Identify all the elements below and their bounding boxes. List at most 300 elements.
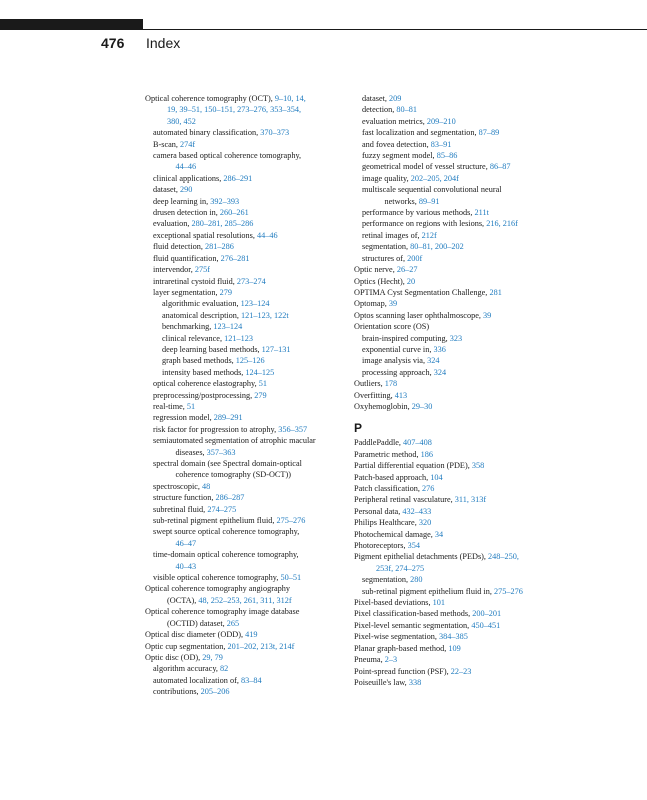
index-entry <box>153 515 345 526</box>
page-reference-link[interactable]: 286–291 <box>223 173 253 183</box>
index-entry <box>153 401 345 412</box>
index-entry <box>354 643 564 654</box>
page-reference-link[interactable]: 273–274 <box>236 276 266 286</box>
index-term: drusen detection in, <box>153 208 220 218</box>
index-term: image quality, <box>362 173 411 183</box>
page-reference-link[interactable]: 20 <box>406 276 416 286</box>
section-letter: P <box>354 421 363 436</box>
page-reference-link[interactable]: 29–30 <box>411 401 433 411</box>
index-entry <box>153 526 345 537</box>
index-entry <box>156 618 345 629</box>
index-term: Pneuma, <box>354 655 385 665</box>
index-entry <box>153 378 345 389</box>
index-entry <box>153 253 345 264</box>
page-reference-link[interactable]: 89–91 <box>418 196 440 206</box>
index-term: subretinal fluid, <box>153 504 208 514</box>
index-entry <box>362 218 564 229</box>
index-term: visible optical coherence tomography, <box>153 573 281 583</box>
index-term: Partial differential equation (PDE), <box>354 461 472 471</box>
index-entry <box>354 494 564 505</box>
index-term: Patch-based approach, <box>354 472 431 482</box>
page-reference-link[interactable]: 212f <box>421 230 437 240</box>
page-reference-link[interactable]: 248–250, <box>488 552 519 562</box>
index-term: image analysis via, <box>362 356 428 366</box>
index-term: Pixel classification-based methods, <box>354 609 473 619</box>
page-reference-link[interactable]: 419 <box>245 630 258 640</box>
page-reference-link[interactable]: 104 <box>430 472 443 482</box>
page-reference-link[interactable]: 124–125 <box>245 367 275 377</box>
index-term: algorithmic evaluation, <box>162 299 241 309</box>
index-entry <box>362 127 564 138</box>
page-reference-link[interactable]: 324 <box>433 367 447 377</box>
index-term: deep learning in, <box>153 196 211 206</box>
index-term: brain-inspired computing, <box>362 333 450 343</box>
index-term: Photochemical damage, <box>354 529 435 539</box>
index-entry <box>354 608 564 619</box>
index-term: dataset, <box>153 185 181 195</box>
index-entry <box>153 127 345 138</box>
index-term: preprocessing/postprocessing, <box>153 390 255 400</box>
index-entry <box>153 435 345 446</box>
page-reference-link[interactable]: 279 <box>219 287 233 297</box>
index-entry <box>145 606 345 617</box>
page-reference-link[interactable]: 82 <box>220 664 229 674</box>
index-entry <box>153 139 345 150</box>
index-entry <box>354 540 564 551</box>
index-term: spectral domain (see Spectral domain-optical <box>153 459 302 468</box>
index-entry <box>153 287 345 298</box>
page-reference-link[interactable]: 216, 216f <box>486 219 518 229</box>
index-term: exponential curve in, <box>362 344 434 354</box>
index-entry <box>354 437 564 448</box>
index-entry <box>354 276 564 287</box>
page-reference-link[interactable]: 323 <box>449 333 463 343</box>
index-entry <box>362 253 564 264</box>
page-reference-link[interactable]: 205–206 <box>200 687 230 697</box>
index-term: coherence tomography (SD-OCT)) <box>175 470 291 480</box>
page-reference-link[interactable]: 50–51 <box>280 573 302 583</box>
index-entry <box>354 551 564 562</box>
index-entry <box>362 586 564 597</box>
page-reference-link[interactable]: 274f <box>180 139 196 149</box>
index-term: sub-retinal pigment epithelium fluid in, <box>362 586 494 596</box>
page-reference-link[interactable]: 289–291 <box>213 413 243 423</box>
index-entry <box>153 504 345 515</box>
index-term: Optic disc (OD), <box>145 652 203 662</box>
page-reference-link[interactable]: 290 <box>180 185 193 195</box>
index-entry <box>156 116 345 127</box>
index-entry <box>153 218 345 229</box>
index-entry <box>354 321 564 332</box>
index-term: detection, <box>362 105 397 115</box>
index-term: intraretinal cystoid fluid, <box>153 276 237 286</box>
index-entry <box>354 472 564 483</box>
page-reference-link[interactable]: 276–281 <box>220 253 250 263</box>
index-column-left <box>145 93 345 698</box>
page-reference-link[interactable]: 26–27 <box>396 265 418 275</box>
index-term: anatomical description, <box>162 310 242 320</box>
index-entry <box>153 230 345 241</box>
page-reference-link[interactable]: 392–393 <box>210 196 240 206</box>
index-entry <box>362 93 564 104</box>
page-reference-link[interactable]: 413 <box>394 390 408 400</box>
running-head: Index <box>146 35 181 51</box>
page-reference-link[interactable]: 358 <box>471 461 485 471</box>
page-reference-link[interactable]: 275–276 <box>493 586 523 596</box>
page-reference-link[interactable]: 274–275 <box>207 504 237 514</box>
index-term: OPTIMA Cyst Segmentation Challenge, <box>354 287 490 297</box>
index-term: Optos scanning laser ophthalmoscope, <box>354 310 483 320</box>
index-entry <box>354 264 564 275</box>
index-term: clinical applications, <box>153 173 224 183</box>
index-entry <box>362 207 564 218</box>
page-reference-link[interactable]: 200–201 <box>472 609 502 619</box>
index-entry <box>156 104 345 115</box>
page-reference-link[interactable]: 200f <box>407 253 423 263</box>
index-term: sub-retinal pigment epithelium fluid, <box>153 516 277 526</box>
page-reference-link[interactable]: 276 <box>422 484 435 493</box>
index-entry <box>354 529 564 540</box>
index-entry <box>165 469 346 480</box>
index-term: structure function, <box>153 493 216 503</box>
index-term: Pixel-based deviations, <box>354 598 433 608</box>
index-term: PaddlePaddle, <box>354 438 404 448</box>
index-term: graph based methods, <box>162 356 236 366</box>
page-reference-link[interactable]: 354 <box>407 541 420 551</box>
page-reference-link[interactable]: 46–47 <box>175 538 197 548</box>
index-entry <box>362 344 564 355</box>
index-term: fluid detection, <box>153 242 206 252</box>
index-term: swept source optical coherence tomography, <box>153 527 300 537</box>
index-entry <box>354 597 564 608</box>
index-entry <box>153 264 345 275</box>
index-term: Photoreceptors, <box>354 541 408 551</box>
index-entry <box>362 139 564 150</box>
index-term: Planar graph-based method, <box>354 643 449 653</box>
page-reference-link[interactable]: 48, 252–253, 261, 311, 312f <box>198 595 292 605</box>
index-term: structures of, <box>362 253 408 263</box>
index-entry <box>354 506 564 517</box>
index-term: Personal data, <box>354 506 403 516</box>
header-rule <box>0 29 647 30</box>
page-reference-link[interactable]: 86–87 <box>489 162 511 172</box>
page-reference-link[interactable]: 123–124 <box>213 322 243 332</box>
page-reference-link[interactable]: 51 <box>258 379 267 389</box>
page-reference-link[interactable]: 432–433 <box>402 506 432 516</box>
index-column-right <box>354 93 564 688</box>
index-entry <box>354 460 564 471</box>
page-reference-link[interactable]: 286–287 <box>215 493 245 503</box>
page-reference-link[interactable]: 125–126 <box>235 356 265 366</box>
index-term: Overfitting, <box>354 390 395 400</box>
index-entry <box>162 333 345 344</box>
page-reference-link[interactable]: 186 <box>420 449 434 459</box>
page-reference-link[interactable]: 280 <box>410 575 423 585</box>
index-entry <box>165 161 346 172</box>
index-term: retinal images of, <box>362 230 422 240</box>
page-reference-link[interactable]: 80–81, 200–202 <box>410 242 464 252</box>
index-entry <box>362 574 564 585</box>
page-reference-link[interactable]: 450–451 <box>471 620 501 630</box>
page-reference-link[interactable]: 19, 39–51, 150–151, 273–276, 353–354, <box>167 105 302 115</box>
index-term: clinical relevance, <box>162 333 225 343</box>
page-reference-link[interactable]: 253f, 274–275 <box>376 563 425 573</box>
index-entry <box>145 583 345 594</box>
index-entry <box>153 663 345 674</box>
index-entry <box>162 367 345 378</box>
index-entry <box>162 298 345 309</box>
index-term: dataset, <box>362 94 390 103</box>
index-term: Oxyhemoglobin, <box>354 401 412 411</box>
index-term: Pixel-wise segmentation, <box>354 632 440 642</box>
page-reference-link[interactable]: 83–91 <box>430 139 452 149</box>
index-entry <box>153 196 345 207</box>
index-term: benchmarking, <box>162 322 214 332</box>
index-term: semiautomated segmentation of atrophic macular <box>153 436 316 446</box>
index-term: performance by various methods, <box>362 208 475 218</box>
index-term: optical coherence elastography, <box>153 379 259 389</box>
page-reference-link[interactable]: 85–86 <box>436 151 458 161</box>
index-term: camera based optical coherence tomography, <box>153 151 302 161</box>
index-entry <box>365 563 564 574</box>
index-term: Optomap, <box>354 299 389 309</box>
page-reference-link[interactable]: 281 <box>489 287 502 297</box>
index-term: Philips Healthcare, <box>354 518 419 528</box>
index-term: layer segmentation, <box>153 287 220 297</box>
index-term: exceptional spatial resolutions, <box>153 230 258 240</box>
page-reference-link[interactable]: 123–124 <box>240 299 270 309</box>
index-term: Optical coherence tomography angiography <box>145 584 291 594</box>
index-term: automated localization of, <box>153 675 241 685</box>
index-term: Orientation score (OS) <box>354 322 430 332</box>
page-reference-link[interactable]: 44–46 <box>175 162 197 172</box>
page-number: 476 <box>101 35 125 51</box>
index-entry <box>362 355 564 366</box>
index-entry <box>162 355 345 366</box>
index-entry <box>354 620 564 631</box>
index-term: B-scan, <box>153 139 181 149</box>
index-entry <box>145 629 345 640</box>
page-reference-link[interactable]: 127–131 <box>261 344 291 354</box>
page-reference-link[interactable]: 9–10, 14, <box>274 94 306 103</box>
index-entry <box>153 675 345 686</box>
index-entry <box>162 321 345 332</box>
index-term: intensity based methods, <box>162 367 246 377</box>
index-section-p <box>354 437 564 688</box>
index-term: spectroscopic, <box>153 481 203 491</box>
page-reference-link[interactable]: 336 <box>433 344 446 354</box>
page-reference-link[interactable]: 311, 313f <box>454 495 487 505</box>
index-entry <box>362 230 564 241</box>
index-entry <box>153 184 345 195</box>
index-term: real-time, <box>153 401 187 411</box>
page-reference-link[interactable]: 83–84 <box>240 675 262 685</box>
index-entry <box>153 549 345 560</box>
page-reference-link[interactable]: 265 <box>226 618 240 628</box>
index-entry <box>354 654 564 665</box>
page-reference-link[interactable]: 51 <box>186 401 196 411</box>
index-entry <box>153 412 345 423</box>
index-entry <box>354 378 564 389</box>
index-term: Parametric method, <box>354 449 421 459</box>
index-entry <box>153 207 345 218</box>
index-entry <box>362 173 564 184</box>
index-entry <box>354 517 564 528</box>
index-term: networks, <box>384 196 419 206</box>
page-reference-link[interactable]: 275f <box>194 265 210 275</box>
index-entry <box>362 333 564 344</box>
index-entry <box>153 276 345 287</box>
index-term: Optical disc diameter (ODD), <box>145 630 246 640</box>
page-reference-link[interactable]: 279 <box>254 390 267 400</box>
index-entry <box>374 196 565 207</box>
index-term: Pixel-level semantic segmentation, <box>354 620 472 630</box>
index-entry <box>362 367 564 378</box>
index-term: Optic cup segmentation, <box>145 641 228 651</box>
page-reference-link[interactable]: 260–261 <box>219 208 249 218</box>
index-entry <box>354 401 564 412</box>
index-term: segmentation, <box>362 575 411 585</box>
index-term: risk factor for progression to atrophy, <box>153 424 279 434</box>
index-entry <box>362 161 564 172</box>
page-reference-link[interactable]: 2–3 <box>384 655 398 665</box>
index-term: (OCTID) dataset, <box>167 618 227 628</box>
index-term: Optical coherence tomography (OCT), <box>145 94 275 103</box>
page-reference-link[interactable]: 29, 79 <box>202 652 223 662</box>
index-entry <box>153 390 345 401</box>
index-entry <box>153 686 345 697</box>
page-reference-link[interactable]: 121–123, 122t <box>241 310 289 320</box>
index-term: (OCTA), <box>167 595 199 605</box>
page-reference-link[interactable]: 211t <box>474 208 489 218</box>
page-reference-link[interactable]: 281–286 <box>205 242 234 252</box>
page-reference-link[interactable]: 380, 452 <box>167 116 196 126</box>
index-entry <box>354 298 564 309</box>
index-term: multiscale sequential convolutional neural <box>362 185 502 195</box>
index-entry <box>354 666 564 677</box>
page-reference-link[interactable]: 44–46 <box>257 230 278 240</box>
index-entry <box>153 150 345 161</box>
page-reference-link[interactable]: 320 <box>418 518 432 528</box>
index-entry <box>362 241 564 252</box>
page-reference-link[interactable]: 201–202, 213t, 214f <box>227 641 295 651</box>
page-reference-link[interactable]: 338 <box>408 677 422 687</box>
index-term: geometrical model of vessel structure, <box>362 162 490 172</box>
index-entry <box>354 390 564 401</box>
page-reference-link[interactable]: 48 <box>202 481 211 491</box>
index-term: Point-spread function (PSF), <box>354 666 451 676</box>
index-entry <box>153 173 345 184</box>
page-reference-link[interactable]: 209 <box>389 94 402 103</box>
index-entry <box>145 652 345 663</box>
index-entry <box>153 458 345 469</box>
page-reference-link[interactable]: 121–123 <box>224 333 253 343</box>
page-reference-link[interactable]: 39 <box>388 299 398 309</box>
index-entry <box>362 184 564 195</box>
index-term: Pigment epithelial detachments (PEDs), <box>354 552 489 562</box>
index-term: fuzzy segment model, <box>362 151 437 161</box>
index-entry <box>145 93 345 104</box>
page-reference-link[interactable]: 34 <box>434 529 444 539</box>
index-entry <box>354 483 564 494</box>
index-term: regression model, <box>153 413 214 423</box>
index-entry <box>362 116 564 127</box>
page-reference-link[interactable]: 178 <box>384 379 398 389</box>
index-entry <box>354 677 564 688</box>
page-reference-link[interactable]: 202–205, 204f <box>410 173 459 183</box>
page-reference-link[interactable]: 39 <box>483 310 492 320</box>
index-term: processing approach, <box>362 367 434 377</box>
index-term: time-domain optical coherence tomography, <box>153 550 299 560</box>
page-reference-link[interactable]: 356–357 <box>278 424 308 434</box>
index-term: performance on regions with lesions, <box>362 219 487 229</box>
index-entry <box>162 310 345 321</box>
page-reference-link[interactable]: 275–276 <box>276 516 306 526</box>
page-reference-link[interactable]: 384–385 <box>439 632 468 642</box>
index-entry <box>145 641 345 652</box>
page-reference-link[interactable]: 40–43 <box>175 561 197 571</box>
index-term: Outliers, <box>354 379 385 389</box>
index-entry <box>153 572 345 583</box>
index-entry <box>165 561 346 572</box>
page-reference-link[interactable]: 101 <box>432 598 445 608</box>
index-entry <box>165 447 346 458</box>
page-reference-link[interactable]: 80–81 <box>396 105 417 115</box>
index-entry <box>354 631 564 642</box>
index-entry <box>153 241 345 252</box>
index-term: Poiseuille's law, <box>354 677 409 687</box>
page-reference-link[interactable]: 209–210 <box>426 116 456 126</box>
page-reference-link[interactable]: 357–363 <box>206 447 236 457</box>
index-term: Optics (Hecht), <box>354 276 407 286</box>
index-entry <box>362 104 564 115</box>
index-entry <box>156 595 345 606</box>
page-reference-link[interactable]: 109 <box>448 643 461 653</box>
index-entry <box>153 492 345 503</box>
index-term: evaluation, <box>153 219 192 229</box>
index-term: automated binary classification, <box>153 128 261 138</box>
index-entry <box>165 538 346 549</box>
index-term: Optic nerve, <box>354 265 397 275</box>
page-reference-link[interactable]: 280–281, 285–286 <box>191 219 254 229</box>
page-reference-link[interactable]: 22–23 <box>450 666 472 676</box>
index-entry <box>162 344 345 355</box>
index-term: fast localization and segmentation, <box>362 128 479 138</box>
page-reference-link[interactable]: 407–408 <box>403 438 432 448</box>
page-reference-link[interactable]: 324 <box>427 356 440 366</box>
page-reference-link[interactable]: 370–373 <box>260 128 290 138</box>
index-term: Peripheral retinal vasculature, <box>354 495 455 505</box>
index-entry <box>354 310 564 321</box>
index-term: algorithm accuracy, <box>153 664 221 674</box>
index-entry <box>354 449 564 460</box>
index-term: contributions, <box>153 687 201 697</box>
index-section-o <box>354 93 564 412</box>
index-term: and fovea detection, <box>362 139 431 149</box>
index-entry <box>153 424 345 435</box>
index-term: fluid quantification, <box>153 253 221 263</box>
index-entry <box>153 481 345 492</box>
index-term: Patch classification, <box>354 484 423 493</box>
index-entry <box>362 150 564 161</box>
index-term: deep learning based methods, <box>162 344 262 354</box>
index-term: evaluation metrics, <box>362 116 427 126</box>
index-term: Optical coherence tomography image database <box>145 607 300 617</box>
index-entry <box>354 287 564 298</box>
page-reference-link[interactable]: 87–89 <box>478 128 500 138</box>
index-term: intervendor, <box>153 265 195 275</box>
index-term: diseases, <box>175 447 207 457</box>
